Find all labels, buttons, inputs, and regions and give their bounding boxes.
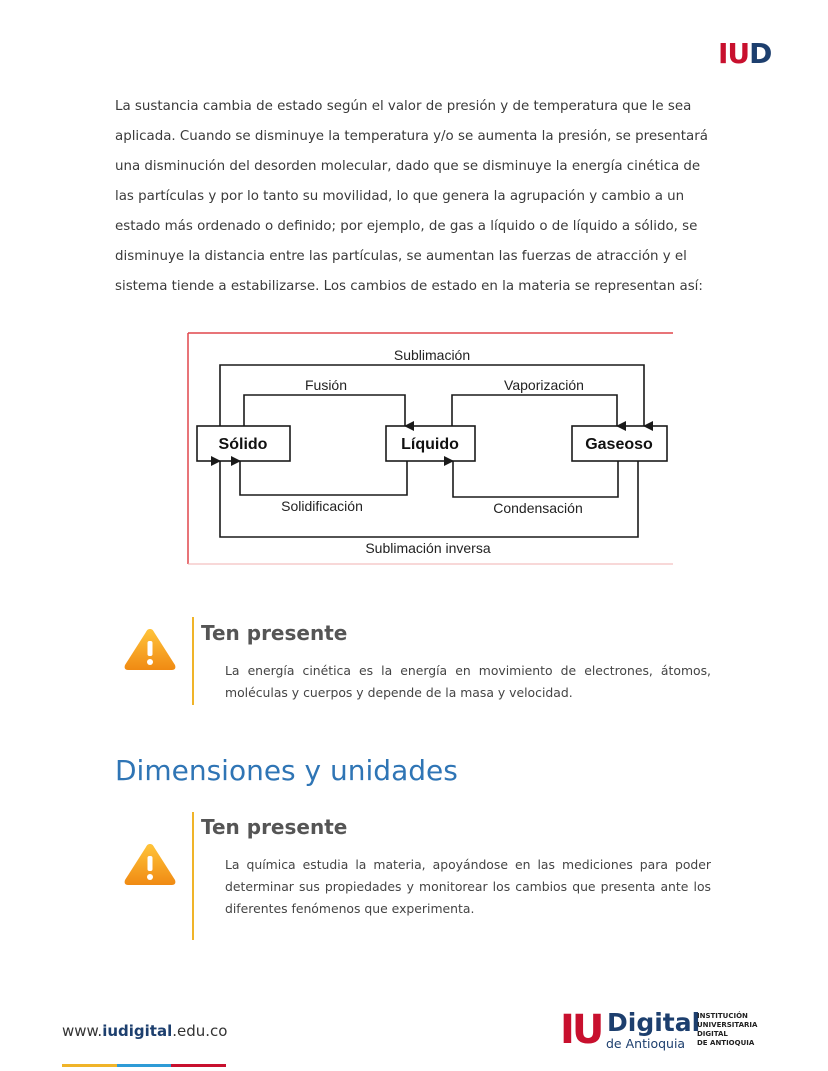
institution-line: DE ANTIOQUIA <box>697 1039 755 1047</box>
intro-paragraph: La sustancia cambia de estado según el valor de presión y de temperatura que le sea aplicada. Cuando se disminuye la temperatura y/o se aumenta la presión, se presentará una disminución del desorden molecular, dado que se disminuye la energía cinética de las partículas y por lo tanto su movilidad, lo que genera la agrupación y cambio a un estado más ordenado o definido; por ejemplo, de gas a líquido o de líquido a sólido, se disminuye la distancia entre las partículas, se aumentan las fuerzas de atracción y el sistema tiende a estabilizarse. Los cambios de estado en la materia se representan así: <box>115 99 708 294</box>
callout-accent-line <box>192 812 194 940</box>
label-solidification: Solidificación <box>281 498 363 514</box>
state-change-diagram <box>187 332 677 566</box>
footer-bar-segment <box>117 1064 172 1067</box>
state-label-gas: Gaseoso <box>585 436 653 453</box>
footer-url-prefix: www. <box>62 1022 103 1040</box>
logo-letter-u: U <box>727 37 750 70</box>
footer-logo-de-antioquia: de Antioquia <box>606 1036 686 1051</box>
state-label-solid: Sólido <box>218 436 268 453</box>
warning-icon <box>123 627 177 671</box>
footer-bar-segment <box>62 1064 117 1067</box>
state-label-liquid: Líquido <box>401 436 459 453</box>
callout-body: La química estudia la materia, apoyándose en las mediciones para poder determinar sus propiedades y monitorear los cambios que presenta ante los diferentes fenómenos que experimenta. <box>225 857 711 916</box>
arrow-condensation <box>453 461 618 497</box>
logo-letter-d: D <box>749 37 772 70</box>
callout-title: Ten presente <box>201 621 348 645</box>
callout-body: La energía cinética es la energía en movimiento de electrones, átomos, moléculas y cuerpos y depende de la masa y velocidad. <box>225 663 711 700</box>
callout-note-1 <box>115 617 715 705</box>
footer-bar-segment <box>171 1064 226 1067</box>
footer-logo-digital: Digital <box>607 1008 701 1037</box>
arrow-fusion <box>244 395 405 426</box>
footer-url-brand: iudigital <box>102 1022 173 1040</box>
arrow-solidification <box>240 461 407 495</box>
institution-line: DIGITAL <box>697 1030 728 1038</box>
institution-line: INSTITUCIÓN <box>697 1012 748 1020</box>
callout-title: Ten presente <box>201 815 348 839</box>
footer-color-bar <box>62 1064 226 1067</box>
footer-url-suffix: .edu.co <box>172 1022 228 1040</box>
label-fusion: Fusión <box>304 377 348 393</box>
logo-letter-i: I <box>718 37 728 70</box>
institution-line: UNIVERSITARIA <box>697 1021 758 1029</box>
section-title: Dimensiones y unidades <box>115 754 458 787</box>
label-vaporization: Vaporización <box>504 377 584 393</box>
callout-note-2 <box>115 812 715 940</box>
arrow-vaporization <box>452 395 617 426</box>
footer-website <box>62 1022 227 1040</box>
label-deposition: Sublimación inversa <box>365 540 491 556</box>
label-sublimation: Sublimación <box>393 347 471 363</box>
footer-institution-logo <box>560 1007 775 1056</box>
label-condensation: Condensación <box>493 500 583 516</box>
warning-icon <box>123 842 177 886</box>
brand-logo <box>718 38 771 70</box>
callout-accent-line <box>192 617 194 705</box>
footer-institution-name <box>697 1012 757 1048</box>
footer-logo-iu: IU <box>560 1007 602 1053</box>
